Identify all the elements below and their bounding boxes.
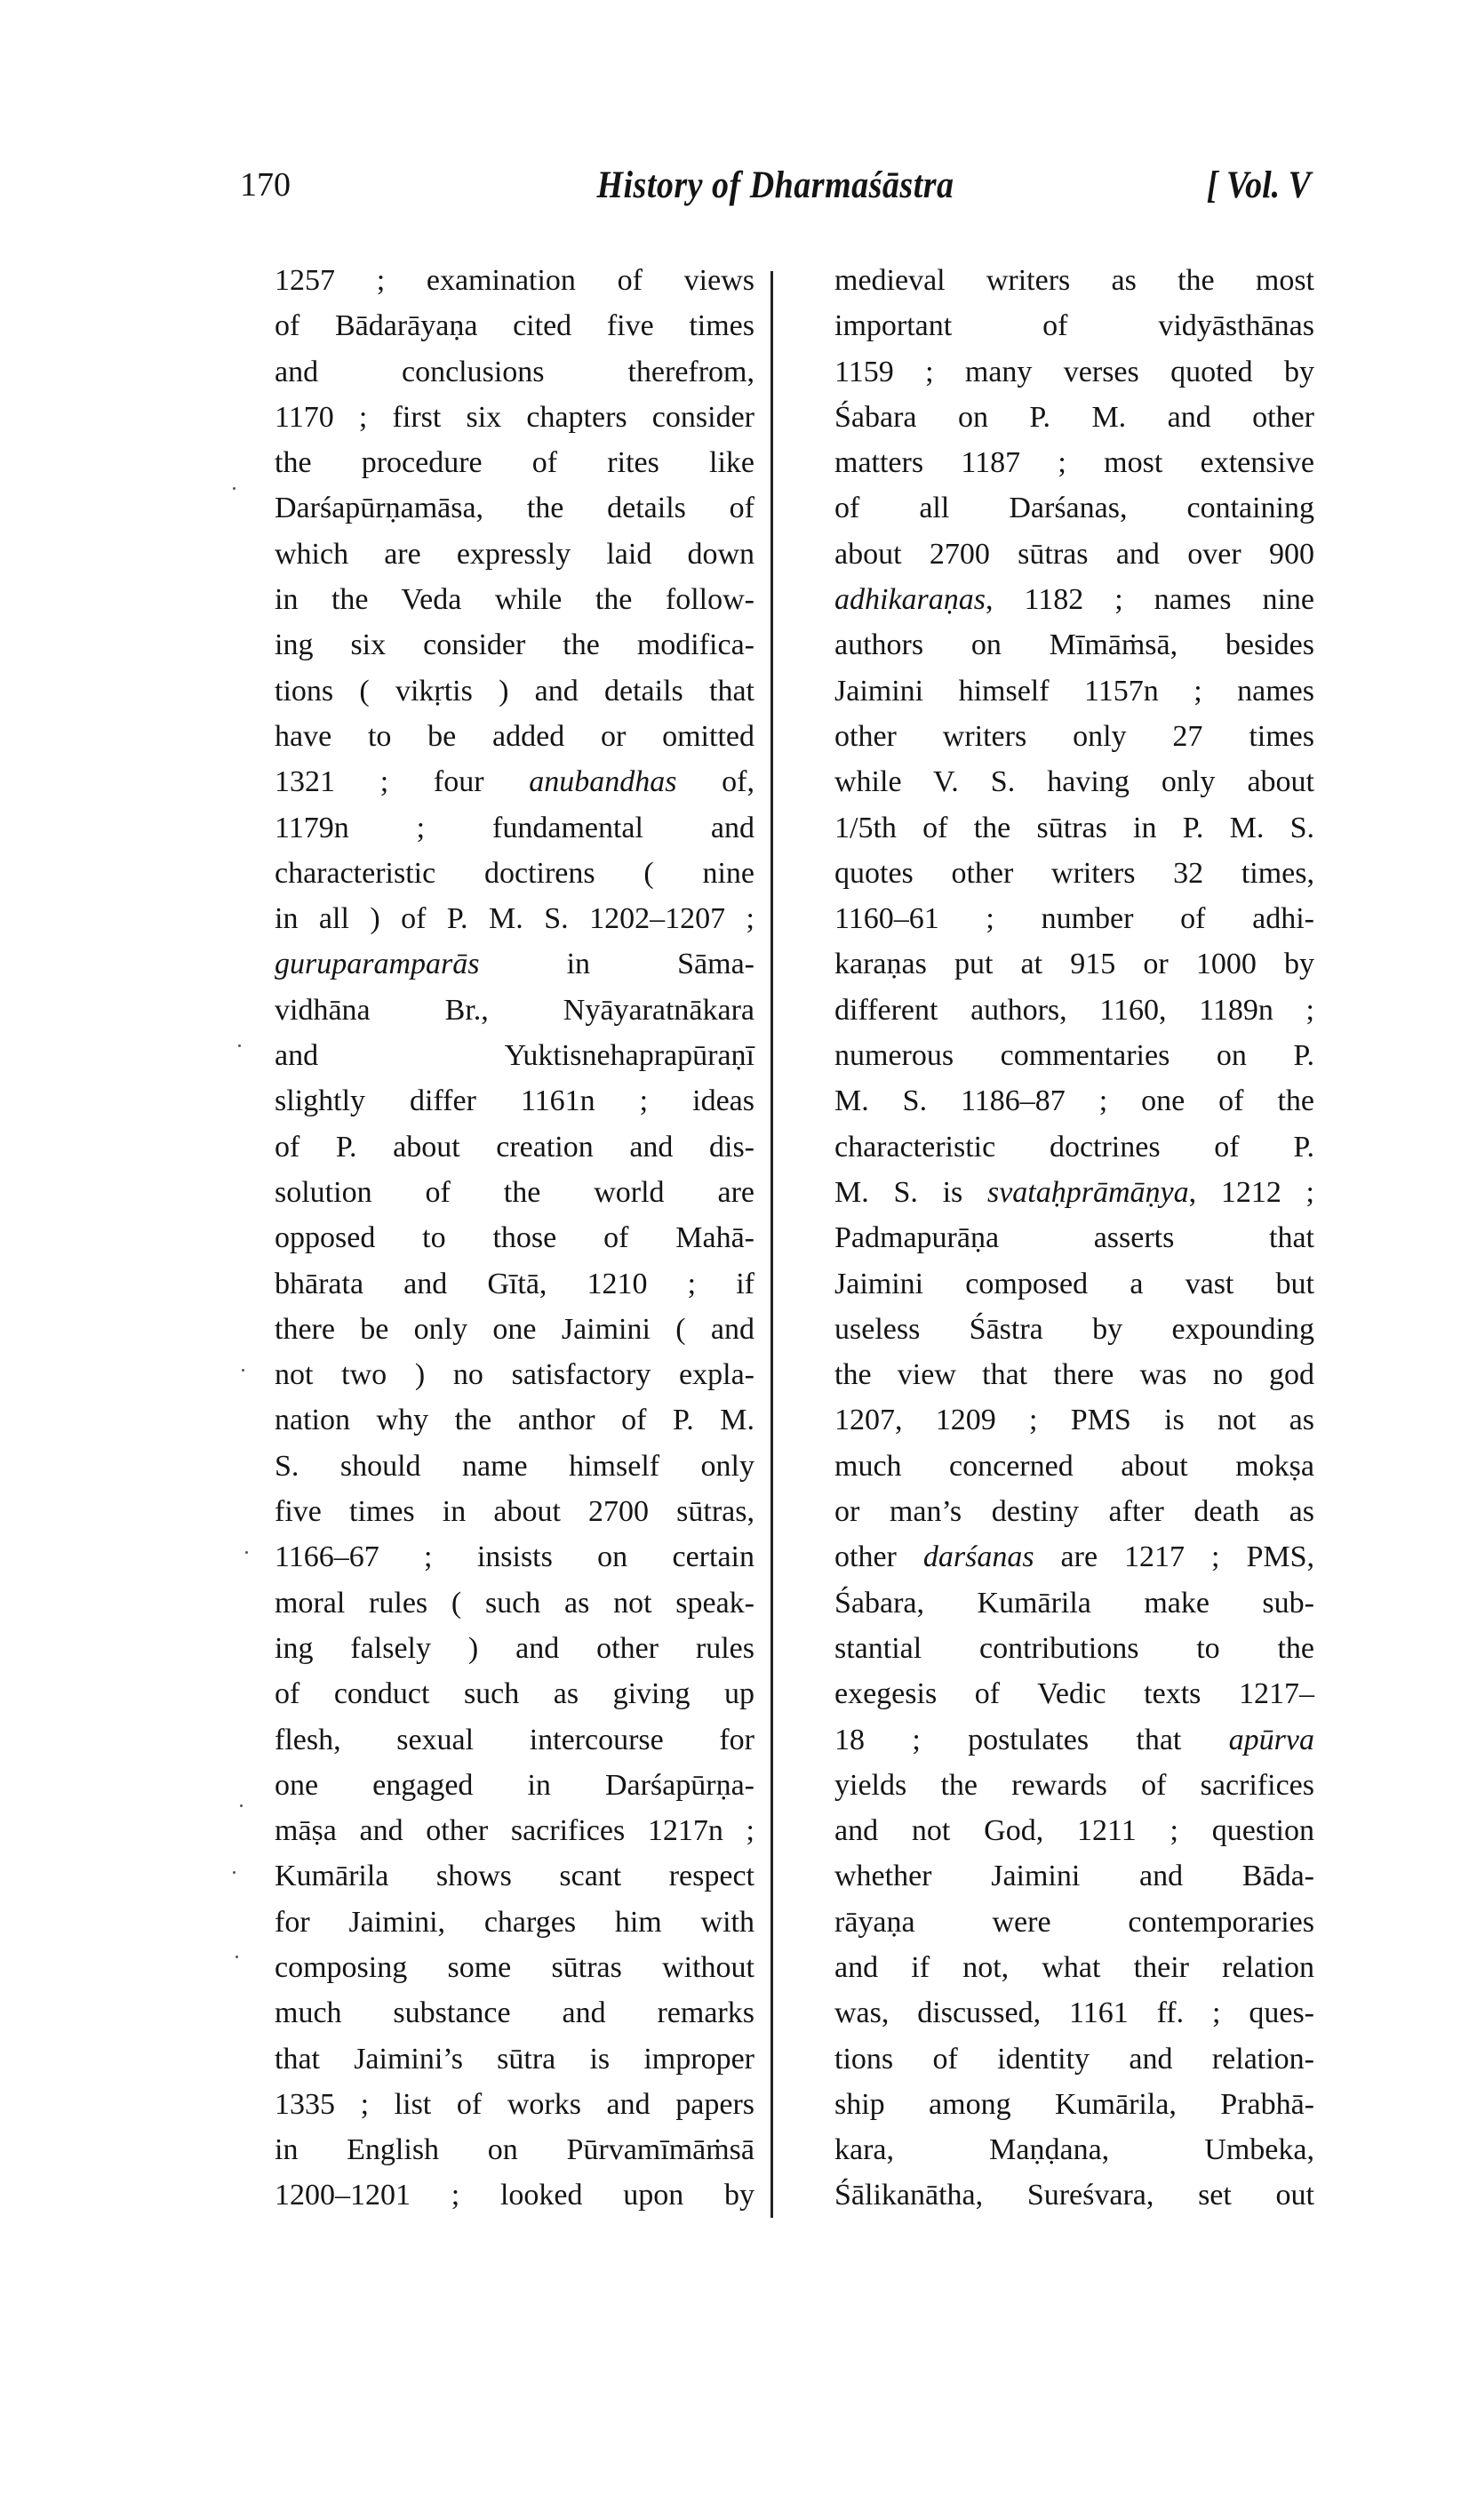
scan-speck [233, 1871, 236, 1874]
text-segment: kara, Maṇḍana, Umbeka, [834, 2133, 1314, 2167]
text-line [275, 988, 754, 1033]
text-segment: Śabara on P. M. and other [834, 400, 1314, 434]
text-segment: composing some sūtras without [275, 1950, 754, 1984]
text-line [275, 1170, 754, 1215]
text-segment: five times in about 2700 sūtras, [275, 1495, 754, 1529]
text-line [275, 1900, 754, 1945]
text-segment: 1207, 1209 ; PMS is not as [834, 1404, 1314, 1437]
text-segment: , 1182 ; names nine [986, 583, 1314, 617]
text-line [834, 1444, 1314, 1489]
text-segment: Jaimini himself 1157n ; names [834, 674, 1314, 708]
text-segment: are 1217 ; PMS, [1034, 1540, 1315, 1574]
text-segment: 1/5th of the sūtras in P. M. S. [834, 811, 1314, 844]
text-segment: exegesis of Vedic texts 1217– [834, 1677, 1314, 1711]
text-segment: that Jaimini’s sūtra is improper [275, 2042, 754, 2076]
text-line [275, 1945, 754, 1990]
text-segment: of P. about creation and dis- [275, 1130, 754, 1164]
italic-term: svataḥprāmāṇya [986, 1175, 1189, 1209]
text-segment: was, discussed, 1161 ff. ; ques- [834, 1996, 1314, 2030]
text-segment: flesh, sexual intercourse for [275, 1723, 754, 1756]
text-line [834, 805, 1314, 851]
text-segment: slightly differ 1161n ; ideas [275, 1084, 754, 1118]
text-segment: ing six consider the modifica- [275, 628, 754, 662]
book-title: History of Dharmaśāstra [596, 163, 954, 207]
text-segment: tions of identity and relation- [834, 2042, 1314, 2076]
text-segment: nation why the anthor of P. M. [275, 1404, 754, 1437]
text-line [275, 1534, 754, 1580]
text-segment: not two ) no satisfactory expla- [275, 1358, 754, 1392]
scan-speck [245, 1551, 248, 1554]
text-line [275, 485, 754, 531]
text-line [834, 1580, 1314, 1626]
text-line [834, 622, 1314, 668]
text-segment: ing falsely ) and other rules [275, 1631, 754, 1665]
text-line [834, 851, 1314, 896]
text-line [834, 1124, 1314, 1170]
text-segment: characteristic doctrines of P. [834, 1130, 1314, 1164]
text-segment: matters 1187 ; most extensive [834, 446, 1314, 480]
text-segment: 1160–61 ; number of adhi- [834, 902, 1314, 936]
text-line [834, 1489, 1314, 1534]
text-segment: of conduct such as giving up [275, 1677, 754, 1711]
text-line [834, 1945, 1314, 1990]
text-segment: and conclusions therefrom, [275, 355, 754, 388]
text-line [275, 1397, 754, 1443]
text-line [834, 485, 1314, 531]
text-line [834, 1170, 1314, 1215]
text-segment: 1179n ; fundamental and [275, 811, 754, 844]
text-segment: 1200–1201 ; looked upon by [275, 2179, 754, 2212]
text-segment: vidhāna Br., Nyāyaratnākara [275, 993, 754, 1027]
text-segment: in Sāma- [479, 948, 754, 981]
text-line [275, 303, 754, 348]
text-line [834, 1078, 1314, 1124]
text-line [834, 1261, 1314, 1307]
text-segment: while V. S. having only about [834, 765, 1314, 799]
text-segment: S. should name himself only [275, 1449, 754, 1483]
scan-speck [240, 1804, 243, 1807]
text-line [275, 714, 754, 759]
text-segment: in all ) of P. M. S. 1202–1207 ; [275, 902, 754, 936]
italic-term: adhikaraṇas [834, 583, 986, 617]
italic-term: apūrva [1228, 1723, 1314, 1756]
text-line [834, 1215, 1314, 1260]
text-line [834, 1307, 1314, 1352]
text-line [275, 851, 754, 896]
text-line [275, 1671, 754, 1716]
text-segment: one engaged in Darśapūrṇa- [275, 1768, 754, 1802]
text-line [834, 2127, 1314, 2172]
text-segment: 1321 ; four [275, 765, 530, 799]
text-line [834, 303, 1314, 348]
text-segment: karaṇas put at 915 or 1000 by [834, 948, 1314, 981]
text-line [275, 577, 754, 622]
text-segment: in the Veda while the follow- [275, 583, 754, 617]
text-segment: Padmapurāṇa asserts that [834, 1221, 1314, 1255]
text-segment: 1170 ; first six chapters consider [275, 400, 754, 434]
text-line [275, 1261, 754, 1307]
scan-speck [238, 1044, 241, 1047]
text-segment: yields the rewards of sacrifices [834, 1768, 1314, 1802]
text-line [834, 668, 1314, 714]
text-line [275, 759, 754, 804]
text-line [834, 2036, 1314, 2082]
text-line [834, 1717, 1314, 1763]
text-segment: quotes other writers 32 times, [834, 856, 1314, 890]
text-line [834, 2172, 1314, 2218]
text-line [834, 258, 1314, 303]
text-line [834, 1900, 1314, 1945]
text-line [275, 1853, 754, 1899]
text-segment: of, [676, 765, 755, 799]
text-line [275, 1763, 754, 1808]
text-line [275, 941, 754, 987]
text-line [834, 1763, 1314, 1808]
text-line [275, 668, 754, 714]
text-line [275, 1078, 754, 1124]
text-segment: moral rules ( such as not speak- [275, 1586, 754, 1620]
text-segment: numerous commentaries on P. [834, 1039, 1314, 1073]
text-segment: solution of the world are [275, 1175, 754, 1209]
volume-label: [ Vol. V [1206, 163, 1311, 207]
scan-speck [236, 1956, 238, 1958]
text-segment: there be only one Jaimini ( and [275, 1312, 754, 1346]
text-line [275, 1808, 754, 1853]
text-line [275, 1444, 754, 1489]
text-segment: and Yuktisnehaprapūraṇī [275, 1039, 754, 1073]
text-segment: whether Jaimini and Bāda- [834, 1860, 1314, 1893]
text-segment: and not God, 1211 ; question [834, 1814, 1314, 1848]
text-line [275, 805, 754, 851]
italic-term: guruparamparās [275, 948, 480, 981]
text-line [834, 1808, 1314, 1853]
text-line [275, 1215, 754, 1260]
text-line [834, 759, 1314, 804]
text-segment: tions ( vikṛtis ) and details that [275, 674, 754, 708]
text-segment: the view that there was no god [834, 1358, 1314, 1392]
page-number: 170 [240, 166, 291, 204]
text-line [275, 1352, 754, 1397]
text-segment: or man’s destiny after death as [834, 1495, 1314, 1529]
text-segment: medieval writers as the most [834, 264, 1314, 297]
text-segment: Darśapūrṇamāsa, the details of [275, 492, 754, 525]
text-segment: Śālikanātha, Sureśvara, set out [834, 2179, 1314, 2212]
text-segment: much concerned about mokṣa [834, 1449, 1314, 1483]
text-segment: about 2700 sūtras and over 900 [834, 537, 1314, 571]
text-line [834, 349, 1314, 395]
text-segment: characteristic doctirens ( nine [275, 856, 754, 890]
column-divider [770, 271, 773, 2218]
text-line [834, 1352, 1314, 1397]
scan-speck [233, 487, 236, 490]
text-line [275, 622, 754, 668]
text-segment: of all Darśanas, containing [834, 492, 1314, 525]
text-segment: M. S. is [834, 1175, 987, 1209]
text-line [275, 532, 754, 577]
text-line [834, 896, 1314, 941]
text-segment: opposed to those of Mahā- [275, 1221, 754, 1255]
text-segment: and if not, what their relation [834, 1950, 1314, 1984]
text-segment: other [834, 1540, 923, 1574]
text-segment: bhārata and Gītā, 1210 ; if [275, 1267, 754, 1300]
text-line [834, 1534, 1314, 1580]
text-line [275, 2127, 754, 2172]
text-segment: rāyaṇa were contemporaries [834, 1905, 1314, 1939]
text-line [834, 941, 1314, 987]
text-segment: ship among Kumārila, Prabhā- [834, 2087, 1314, 2121]
text-segment: in English on Pūrvamīmāṁsā [275, 2133, 754, 2167]
text-line [834, 1671, 1314, 1716]
scan-speck [242, 1369, 244, 1372]
text-line [834, 714, 1314, 759]
text-line [834, 1853, 1314, 1899]
text-line [275, 1580, 754, 1626]
italic-term: darśanas [922, 1540, 1034, 1574]
text-line [834, 2082, 1314, 2127]
text-line [275, 395, 754, 440]
text-line [834, 532, 1314, 577]
text-segment: important of vidyāsthānas [834, 309, 1314, 343]
text-segment: of Bādarāyaṇa cited five times [275, 309, 754, 343]
text-line [275, 1489, 754, 1534]
text-line [275, 1307, 754, 1352]
text-line [834, 577, 1314, 622]
text-segment: Kumārila shows scant respect [275, 1860, 754, 1893]
text-line [275, 349, 754, 395]
text-segment: 18 ; postulates that [834, 1723, 1229, 1756]
text-line [275, 1717, 754, 1763]
text-line [834, 1397, 1314, 1443]
text-segment: for Jaimini, charges him with [275, 1905, 754, 1939]
text-line [275, 2082, 754, 2127]
text-segment: other writers only 27 times [834, 719, 1314, 753]
text-segment: Jaimini composed a vast but [834, 1267, 1314, 1300]
text-segment: 1159 ; many verses quoted by [834, 355, 1314, 388]
text-segment: stantial contributions to the [834, 1631, 1314, 1665]
text-segment: useless Śāstra by expounding [834, 1312, 1314, 1346]
text-segment: Śabara, Kumārila make sub- [834, 1586, 1314, 1620]
text-line [275, 1626, 754, 1671]
text-line [275, 1124, 754, 1170]
right-column [834, 258, 1314, 2219]
text-line [275, 2036, 754, 2082]
running-header [240, 165, 1311, 210]
text-line [834, 1990, 1314, 2036]
text-segment: māṣa and other sacrifices 1217n ; [275, 1814, 754, 1848]
text-segment: M. S. 1186–87 ; one of the [834, 1084, 1314, 1118]
text-line [275, 896, 754, 941]
text-line [834, 1626, 1314, 1671]
text-line [834, 988, 1314, 1033]
text-line [275, 1033, 754, 1078]
text-segment: authors on Mīmāṁsā, besides [834, 628, 1314, 662]
text-segment: the procedure of rites like [275, 446, 754, 480]
text-segment: , 1212 ; [1188, 1175, 1314, 1209]
text-segment: much substance and remarks [275, 1996, 754, 2030]
text-segment: different authors, 1160, 1189n ; [834, 993, 1314, 1027]
text-segment: have to be added or omitted [275, 719, 754, 753]
text-line [834, 440, 1314, 485]
text-line [834, 1033, 1314, 1078]
text-segment: 1166–67 ; insists on certain [275, 1540, 754, 1574]
text-line [275, 2172, 754, 2218]
left-column [275, 258, 754, 2219]
text-segment: 1335 ; list of works and papers [275, 2087, 754, 2121]
italic-term: anubandhas [529, 765, 677, 799]
text-line [275, 1990, 754, 2036]
text-segment: which are expressly laid down [275, 537, 754, 571]
text-segment: 1257 ; examination of views [275, 264, 754, 297]
text-line [275, 440, 754, 485]
text-line [275, 258, 754, 303]
text-line [834, 395, 1314, 440]
